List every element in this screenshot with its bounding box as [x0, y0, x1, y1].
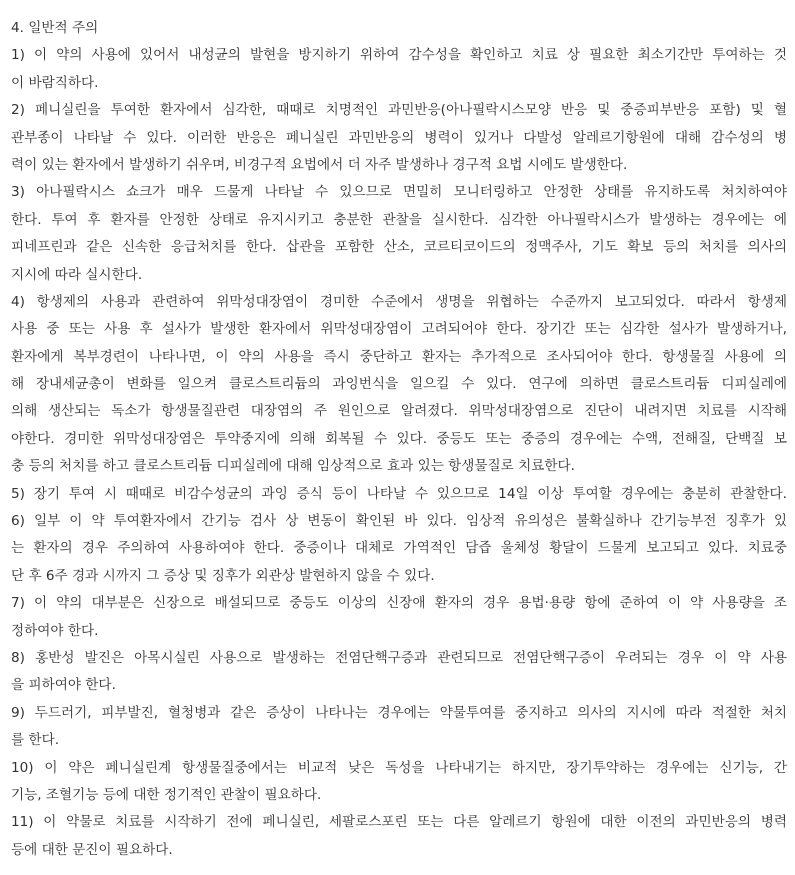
document-text-line: 는 환자의 경우 주의하여 사용하여야 한다. 중증이나 대체로 가역적인 담즙 울체성 황달이 드물게 보고되고 있다. 치료중: [11, 540, 787, 557]
document-text-line: 3) 아나필락시스 쇼크가 매우 드물게 나타날 수 있으므로 면밀히 모니터링하고 안정한 상태를 유지하도록 처치하여야: [11, 184, 787, 201]
document-text-line: 관부종이 나타날 수 있다. 이러한 반응은 페니실린 과민반응의 병력이 있거나 다발성 알레르기항원에 대해 감수성의 병: [11, 129, 787, 146]
document-text-line: 기능, 조혈기능 등에 대한 정기적인 관찰이 필요하다.: [11, 786, 322, 803]
document-text-line: 의해 생산되는 독소가 항생물질관련 대장염의 주 원인으로 알려졌다. 위막성대장염으로 진단이 내려지면 치료를 시작해: [11, 403, 787, 420]
document-text-line: 해 장내세균총이 변화를 일으켜 클로스트리듐의 과잉번식을 일으킬 수 있다. 연구에 의하면 클로스트리듐 디피실레에: [11, 376, 787, 393]
document-text-line: 2) 페니실린을 투여한 환자에서 심각한, 때때로 치명적인 과민반응(아나필락시스모양 반응 및 중증피부반응 포함) 및 혈: [11, 102, 787, 119]
document-text-line: 6) 일부 이 약 투여환자에서 간기능 검사 상 변동이 확인된 바 있다. 임상적 유의성은 불확실하나 간기능부전 징후가 있: [11, 513, 787, 530]
document-text-line: 사용 중 또는 사용 후 설사가 발생한 환자에서 위막성대장염이 고려되어야 한다. 장기간 또는 심각한 설사가 발생하거나,: [11, 321, 787, 338]
document-text-line: 단 후 6주 경과 시까지 그 증상 및 징후가 외관상 발현하지 않을 수 있다.: [11, 567, 435, 584]
document-text-line: 피네프린과 같은 신속한 응급처치를 한다. 삽관을 포함한 산소, 코르티코이드의 정맥주사, 기도 확보 등의 처치를 의사의: [11, 239, 787, 256]
document-text-line: 환자에게 복부경련이 나타나면, 이 약의 사용을 즉시 중단하고 환자는 추가적으로 조사되어야 한다. 항생물질 사용에 의: [11, 348, 787, 365]
document-text-line: 정하여야 한다.: [11, 622, 99, 639]
document-text-line: 7) 이 약의 대부분은 신장으로 배설되므로 중등도 이상의 신장애 환자의 경우 용법·용량 항에 준하여 이 약 사용량을 조: [11, 595, 787, 612]
document-text-line: 4) 항생제의 사용과 관련하여 위막성대장염이 경미한 수준에서 생명을 위협하는 수준까지 보고되었다. 따라서 항생제: [11, 293, 787, 310]
document-text-line: 지시에 따라 실시한다.: [11, 266, 143, 283]
document-text-line: 10) 이 약은 페니실린계 항생물질중에서는 비교적 낮은 독성을 나타내기는 하지만, 장기투약하는 경우에는 신기능, 간: [11, 759, 787, 776]
document-text-line: 충 등의 처치를 하고 클로스트리듐 디피실레에 대해 임상적으로 효과 있는 항생물질로 치료한다.: [11, 458, 575, 475]
document-text-line: 이 바람직하다.: [11, 74, 99, 91]
document-text-line: 4. 일반적 주의: [11, 20, 99, 36]
document-text-line: 5) 장기 투여 시 때때로 비감수성균의 과잉 증식 등이 나타날 수 있으므로 14일 이상 투여할 경우에는 충분히 관찰한다.: [11, 485, 787, 502]
document-text-line: 력이 있는 환자에서 발생하기 쉬우며, 비경구적 요법에서 더 자주 발생하나 경구적 요법 시에도 발생한다.: [11, 156, 628, 173]
document-text-line: 11) 이 약물로 치료를 시작하기 전에 페니실린, 세팔로스포린 또는 다른 알레르기 항원에 대한 이전의 과민반응의 병력: [11, 814, 787, 831]
document-text-line: 을 피하여야 한다.: [11, 677, 116, 694]
document-text-line: 1) 이 약의 사용에 있어서 내성균의 발현을 방지하기 위하여 감수성을 확인하고 치료 상 필요한 최소기간만 투여하는 것: [11, 47, 787, 64]
document-text-line: 9) 두드러기, 피부발진, 혈청병과 같은 증상이 나타나는 경우에는 약물투여를 중지하고 의사의 지시에 따라 적절한 처치: [11, 704, 787, 721]
document-text-line: 8) 홍반성 발진은 아목시실린 사용으로 발생하는 전염단핵구증과 관련되므로 전염단핵구증이 우려되는 경우 이 약 사용: [11, 649, 787, 666]
document-text-line: 한다. 투여 후 환자를 안정한 상태로 유지시키고 충분한 관찰을 실시한다. 심각한 아나필락시스가 발생하는 경우에는 에: [11, 211, 787, 228]
document-text-line: 야한다. 경미한 위막성대장염은 투약중지에 의해 회복될 수 있다. 중등도 또는 중증의 경우에는 수액, 전해질, 단백질 보: [11, 430, 787, 447]
document-text-line: 를 한다.: [11, 732, 60, 749]
document-text-line: 등에 대한 문진이 필요하다.: [11, 841, 173, 858]
